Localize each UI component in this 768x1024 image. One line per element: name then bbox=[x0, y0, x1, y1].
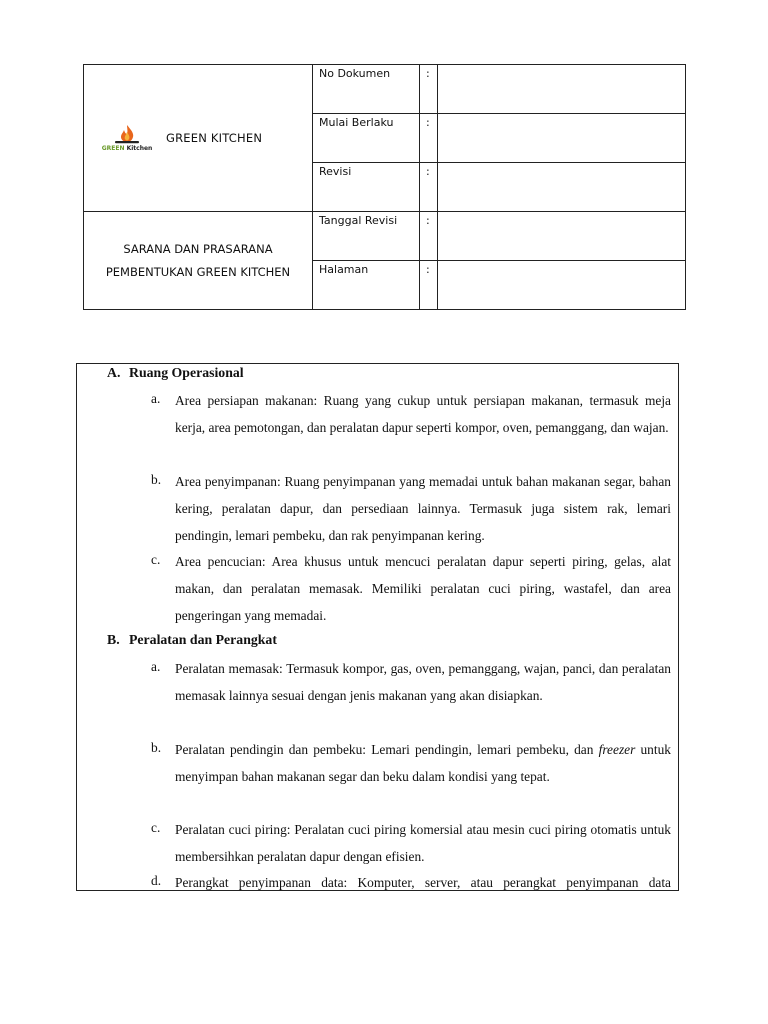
list-item-text: Peralatan memasak: Termasuk kompor, gas, oven, pemanggang, wajan, panci, dan peralatan memasak lainnya sesuai dengan jenis makanan yang akan disiapkan. bbox=[175, 661, 671, 703]
list-marker: d. bbox=[151, 873, 162, 888]
list-item bbox=[151, 468, 671, 549]
field-label-no-dokumen: No Dokumen bbox=[313, 65, 420, 114]
section-heading-peralatan-dan-perangkat bbox=[107, 632, 277, 648]
section-title: Peralatan dan Perangkat bbox=[129, 632, 277, 647]
field-label-mulai-berlaku: Mulai Berlaku bbox=[313, 114, 420, 163]
document-content-box bbox=[76, 363, 679, 891]
company-name: GREEN KITCHEN bbox=[166, 131, 263, 145]
list-marker: c. bbox=[151, 552, 161, 567]
text-segment: Peralatan pendingin dan pembeku: Lemari pendingin, lemari pembeku, dan bbox=[175, 742, 599, 757]
section-letter: B. bbox=[107, 632, 120, 647]
list-marker: a. bbox=[151, 391, 161, 406]
list-item bbox=[151, 816, 671, 870]
list-marker: b. bbox=[151, 740, 162, 755]
document-title-line-1: SARANA DAN PRASARANA bbox=[123, 241, 273, 256]
italic-term-freezer: freezer bbox=[598, 742, 636, 757]
company-brand-cell bbox=[84, 65, 313, 212]
document-header-table bbox=[83, 64, 686, 310]
document-title bbox=[84, 238, 312, 284]
green-kitchen-logo bbox=[102, 124, 152, 152]
field-colon: : bbox=[420, 212, 438, 261]
field-colon: : bbox=[420, 114, 438, 163]
field-colon: : bbox=[420, 65, 438, 114]
section-title: Ruang Operasional bbox=[129, 365, 244, 380]
field-value-halaman bbox=[438, 261, 686, 310]
list-item bbox=[151, 736, 671, 790]
field-colon: : bbox=[420, 261, 438, 310]
text-segment: untuk menyimpan bahan makanan segar dan beku dalam kondisi yang tepat. bbox=[175, 742, 671, 784]
list-item-text: Area penyimpanan: Ruang penyimpanan yang memadai untuk bahan makanan segar, bahan kering, peralatan dapur, dan persediaan lainnya. Termasuk juga sistem rak, lemari pendingin, lemari pembeku, dan rak penyimpanan kering. bbox=[175, 474, 671, 543]
list-item-text bbox=[175, 736, 671, 790]
logo-text-green: GREEN bbox=[101, 145, 125, 152]
list-marker: c. bbox=[151, 820, 161, 835]
list-marker: b. bbox=[151, 472, 162, 487]
list-item-text: Area persiapan makanan: Ruang yang cukup untuk persiapan makanan, termasuk meja kerja, area pemotongan, dan peralatan dapur seperti kompor, oven, pemanggang, dan wajan. bbox=[175, 393, 671, 435]
document-title-cell bbox=[84, 212, 313, 310]
document-title-line-2: PEMBENTUKAN GREEN KITCHEN bbox=[105, 264, 291, 279]
field-value-revisi bbox=[438, 163, 686, 212]
list-item-text: Area pencucian: Area khusus untuk mencuci peralatan dapur seperti piring, gelas, alat makan, dan peralatan memasak. Memiliki peralatan cuci piring, wastafel, dan area pengeringan yang memadai. bbox=[175, 554, 671, 623]
field-label-tanggal-revisi: Tanggal Revisi bbox=[313, 212, 420, 261]
list-item bbox=[151, 387, 671, 441]
field-value-mulai-berlaku bbox=[438, 114, 686, 163]
list-item bbox=[151, 548, 671, 629]
list-item bbox=[151, 869, 671, 891]
logo-text-kitchen: Kitchen bbox=[126, 145, 153, 152]
list-item bbox=[151, 655, 671, 709]
list-marker: a. bbox=[151, 659, 161, 674]
field-label-halaman: Halaman bbox=[313, 261, 420, 310]
field-label-revisi: Revisi bbox=[313, 163, 420, 212]
section-heading-ruang-operasional bbox=[107, 365, 244, 381]
section-letter: A. bbox=[107, 365, 121, 380]
field-value-tanggal-revisi bbox=[438, 212, 686, 261]
list-item-text: Peralatan cuci piring: Peralatan cuci piring komersial atau mesin cuci piring otomatis untuk membersihkan peralatan dapur dengan efisien. bbox=[175, 822, 671, 864]
field-colon: : bbox=[420, 163, 438, 212]
field-value-no-dokumen bbox=[438, 65, 686, 114]
list-item-text: Perangkat penyimpanan data: Komputer, server, atau perangkat penyimpanan data bbox=[175, 875, 671, 890]
flame-icon bbox=[112, 124, 142, 144]
